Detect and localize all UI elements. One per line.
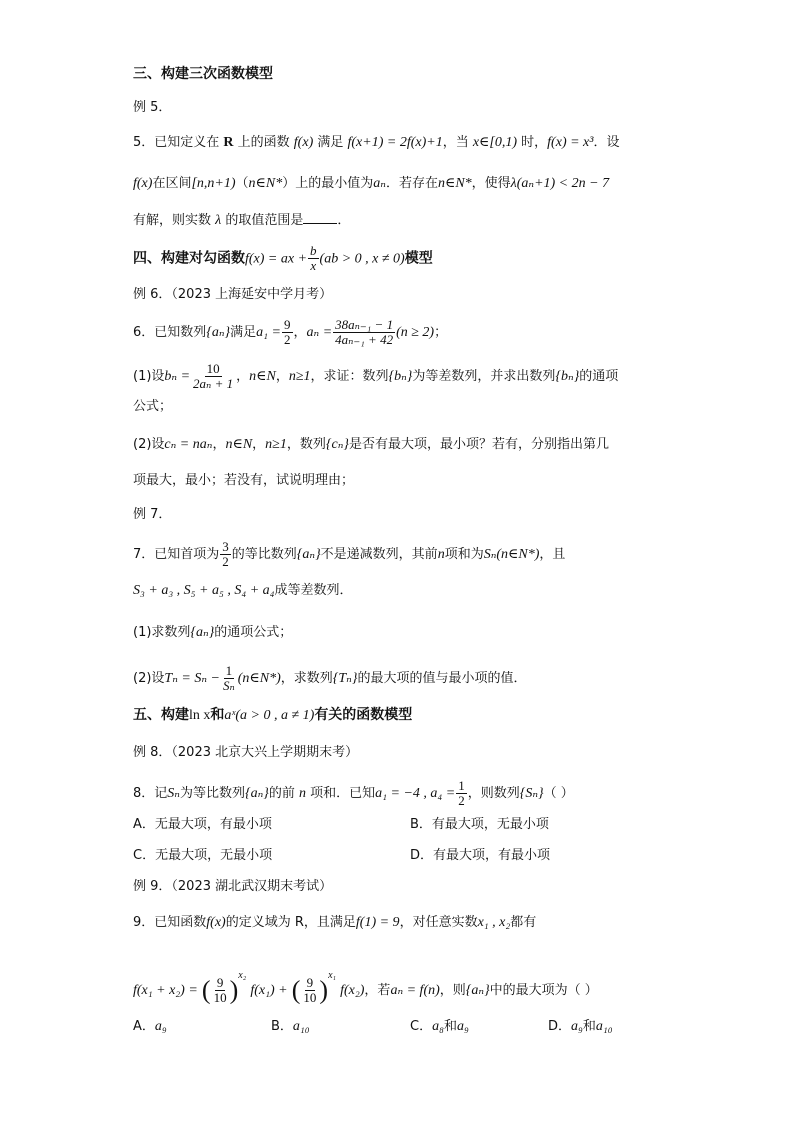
math: f(x₂) — [340, 983, 365, 998]
math: (n∈N*) — [237, 671, 281, 686]
text: 的前 — [268, 786, 299, 801]
math: {aₙ} — [206, 325, 231, 340]
text: 有关的函数模型 — [314, 707, 413, 723]
problem-6-part-2-cont — [133, 471, 354, 491]
math: n — [437, 547, 445, 562]
math: aˣ — [224, 708, 236, 723]
text: ，求证：数列 — [310, 369, 389, 384]
math: n — [299, 786, 306, 801]
math: [n,n+1) — [191, 176, 236, 191]
text: 8．记 — [133, 786, 168, 801]
section-4-heading — [133, 244, 433, 273]
math: Tₙ = Sₙ − — [164, 671, 220, 686]
problem-7-part-1 — [133, 623, 292, 643]
math: f(x+1) = 2f(x)+1 — [347, 135, 443, 150]
text: 的最大项的值与最小项的值． — [357, 671, 527, 686]
text: 的取值范围是 — [221, 213, 304, 228]
math: n∈N* — [248, 176, 283, 191]
math: a₈ — [432, 1019, 444, 1034]
math: n∈N — [249, 369, 276, 384]
numerator: 9 — [306, 975, 314, 990]
paren-open: ( — [201, 975, 211, 1005]
text: ，对任意实数 — [399, 915, 478, 930]
numerator: 38aₙ₋₁ − 1 — [335, 317, 394, 332]
option-8c — [133, 846, 272, 866]
text: 6．已知数列 — [133, 325, 207, 340]
text: 9．已知函数 — [133, 915, 207, 930]
fraction — [191, 362, 235, 391]
text: ，当 — [442, 135, 473, 150]
math: λ(aₙ+1) < 2n − 7 — [510, 176, 610, 191]
problem-5-line-2 — [133, 174, 609, 194]
text: （ — [235, 176, 249, 191]
math: a₉ — [154, 1019, 167, 1034]
denominator: 2aₙ + 1 — [193, 376, 234, 391]
text: (1)设 — [133, 369, 165, 384]
text: ，则 — [439, 983, 466, 998]
math: bₙ = — [164, 369, 191, 384]
fraction — [301, 976, 318, 1005]
text: 中的最大项为（ ） — [489, 983, 598, 998]
denominator: 4aₙ₋₁ + 42 — [335, 332, 394, 347]
problem-6-line-1 — [133, 318, 447, 347]
example-5-label — [133, 98, 171, 118]
option-text: D．有最大项，有最小项 — [410, 848, 551, 863]
problem-6-part-1 — [133, 362, 618, 391]
text: 为等差数列，并求出数列 — [412, 369, 556, 384]
math: {cₙ} — [325, 437, 349, 452]
text: 项和为 — [444, 547, 484, 562]
text: 满足 — [313, 135, 348, 150]
text: 项和．已知 — [306, 786, 376, 801]
math: cₙ = naₙ — [164, 437, 213, 452]
math: (ab > 0 , x ≠ 0) — [319, 251, 405, 267]
example-5-label-text: 例 5． — [133, 100, 172, 115]
example-9-label-text: 例 9．（2023 湖北武汉期末考试） — [133, 879, 333, 894]
math: f(1) = 9 — [355, 915, 400, 930]
math: n∈N* — [437, 176, 472, 191]
text: 5．已知定义在 — [133, 135, 224, 150]
math: λ — [215, 213, 222, 228]
problem-7-line-2 — [133, 581, 353, 601]
math: aₙ = — [306, 325, 333, 340]
problem-7-part-2 — [133, 664, 526, 693]
text: ．设 — [593, 135, 620, 150]
numerator: 10 — [206, 361, 220, 376]
denominator: 2 — [284, 332, 291, 347]
text: 的定义域为 R，且满足 — [225, 915, 356, 930]
example-9-label — [133, 877, 332, 897]
denominator: Sₙ — [222, 678, 235, 693]
option-letter: D． — [548, 1019, 572, 1034]
example-8-label-text: 例 8．（2023 北京大兴上学期期末考） — [133, 745, 359, 760]
denominator: 10 — [303, 990, 317, 1005]
text: (2)设 — [133, 671, 165, 686]
text: ． — [337, 213, 351, 228]
math: S₃ + a₃ , S₅ + a₅ , S₄ + a₄ — [133, 583, 275, 598]
text: 在区间 — [152, 176, 192, 191]
math: (n ≥ 2) — [396, 325, 435, 340]
problem-6-part-2 — [133, 435, 609, 455]
option-9b — [271, 1017, 310, 1037]
text: ．若存在 — [385, 176, 438, 191]
text: ，求数列 — [280, 671, 333, 686]
text: ， — [212, 437, 226, 452]
text: 的通项 — [579, 369, 619, 384]
text: 项最大，最小；若没有，试说明理由； — [133, 473, 355, 488]
math: x∈[0,1) — [472, 135, 518, 150]
denominator: x — [310, 258, 317, 273]
math: n≥1 — [288, 369, 311, 384]
problem-8-line-1 — [133, 779, 574, 808]
math: aₙ = f(n) — [390, 983, 440, 998]
math: x₁ , x₂ — [477, 915, 511, 930]
fraction — [456, 779, 467, 808]
example-6-label — [133, 285, 332, 305]
math: {Tₙ} — [332, 671, 358, 686]
text: ， — [293, 325, 307, 340]
math: ln x — [189, 708, 211, 723]
text: ，若 — [364, 983, 391, 998]
text: 四、构建对勾函数 — [133, 250, 245, 267]
math: f(x) = ax + — [245, 251, 308, 267]
text: 满足 — [230, 325, 257, 340]
problem-9-line-1 — [133, 913, 536, 933]
text: ，且 — [539, 547, 566, 562]
paren-close: ) — [319, 975, 329, 1005]
text: ）上的最小值为 — [282, 176, 374, 191]
text: 和 — [582, 1019, 596, 1034]
denominator: 2 — [222, 554, 229, 569]
numerator: 3 — [222, 539, 229, 554]
option-text: C．无最大项，无最小项 — [133, 848, 273, 863]
text: 和 — [210, 707, 225, 723]
text: (1)求数列 — [133, 625, 191, 640]
numerator: 1 — [458, 778, 465, 793]
math: (a > 0 , a ≠ 1) — [235, 708, 315, 723]
fraction — [282, 318, 293, 347]
option-8a — [133, 815, 272, 835]
math: n∈N — [225, 437, 253, 452]
problem-5-line-1 — [133, 133, 619, 153]
text: 为等比数列 — [179, 786, 245, 801]
fraction — [333, 318, 395, 347]
denominator: 10 — [213, 990, 227, 1005]
option-9d — [548, 1017, 613, 1037]
problem-5-line-3 — [133, 211, 350, 231]
math: a₁₀ — [292, 1019, 310, 1034]
text: 是否有最大项，最小项？若有，分别指出第几 — [348, 437, 609, 452]
math: Sₙ — [167, 786, 180, 801]
exponent: x₁ — [328, 970, 336, 981]
problem-6-part-1-cont — [133, 397, 172, 417]
math: a₁ = — [256, 325, 281, 340]
text: 都有 — [510, 915, 537, 930]
math: a₉ — [456, 1019, 469, 1034]
fraction — [221, 664, 237, 693]
option-9a — [133, 1017, 167, 1037]
text: 五、构建 — [133, 707, 189, 723]
numerator: 9 — [216, 975, 224, 990]
problem-7-line-1 — [133, 540, 565, 569]
text: 不是递减数列，其前 — [320, 547, 438, 562]
answer-blank — [303, 211, 337, 224]
text: 模型 — [404, 250, 433, 267]
math: f(x) — [133, 176, 153, 191]
denominator: 2 — [458, 793, 465, 808]
text: ，数列 — [286, 437, 326, 452]
text: ， — [236, 369, 250, 384]
math: {bₙ} — [555, 369, 580, 384]
text: ，则数列 — [467, 786, 520, 801]
text: 的通项公式； — [214, 625, 293, 640]
option-letter: B． — [271, 1019, 293, 1034]
fraction — [220, 540, 231, 569]
option-8d — [410, 846, 550, 866]
example-7-label-text: 例 7． — [133, 507, 172, 522]
numerator: b — [310, 243, 317, 258]
option-text: B．有最大项，无最小项 — [410, 817, 549, 832]
option-letter: A． — [133, 1019, 155, 1034]
numerator: 1 — [225, 663, 233, 678]
text: 7．已知首项为 — [133, 547, 220, 562]
text: （ ） — [543, 786, 574, 801]
math: f(x₁) + — [250, 983, 288, 998]
text: ，使得 — [471, 176, 511, 191]
math: {aₙ} — [296, 547, 321, 562]
math: a₁ = −4 , a₄ = — [375, 786, 456, 801]
math: {Sₙ} — [519, 786, 544, 801]
math: {aₙ} — [465, 983, 490, 998]
section-3-title: 三、构建三次函数模型 — [133, 66, 273, 82]
numerator: 9 — [284, 317, 291, 332]
fraction — [212, 976, 229, 1005]
text: ， — [252, 437, 266, 452]
math: a₉ — [571, 1019, 583, 1034]
math: f(x) = x³ — [547, 135, 594, 150]
exponent: x₂ — [238, 970, 247, 981]
option-letter: C． — [410, 1019, 433, 1034]
text: 上的函数 — [233, 135, 294, 150]
paren-close: ) — [229, 975, 239, 1005]
math: f(x) — [293, 135, 314, 150]
math: a₁₀ — [595, 1019, 613, 1034]
option-8b — [410, 815, 549, 835]
math: R — [223, 135, 234, 150]
paren-open: ( — [291, 975, 301, 1005]
text: 和 — [443, 1019, 457, 1034]
text: 的等比数列 — [231, 547, 297, 562]
example-6-label-text: 例 6．（2023 上海延安中学月考） — [133, 287, 333, 302]
example-7-label — [133, 505, 171, 525]
math: {bₙ} — [388, 369, 413, 384]
math: f(x₁ + x₂) = — [133, 983, 198, 998]
math: n≥1 — [265, 437, 287, 452]
text: ， — [275, 369, 289, 384]
example-8-label — [133, 743, 358, 763]
text: ； — [434, 325, 448, 340]
text: 有解，则实数 — [133, 213, 216, 228]
math: aₙ — [373, 176, 386, 191]
math: f(x) — [206, 915, 226, 930]
text: 成等差数列． — [274, 583, 353, 598]
math: Sₙ(n∈N*) — [483, 547, 540, 562]
section-5-heading — [133, 705, 412, 726]
option-text: A．无最大项，有最小项 — [133, 817, 272, 832]
text: (2)设 — [133, 437, 165, 452]
fraction — [308, 244, 319, 273]
section-3-heading — [133, 64, 273, 84]
math: {aₙ} — [190, 625, 215, 640]
text: 时， — [517, 135, 548, 150]
option-9c — [410, 1017, 469, 1037]
math: {aₙ} — [244, 786, 269, 801]
problem-9-line-2 — [133, 966, 598, 1005]
text: 公式； — [133, 399, 173, 414]
